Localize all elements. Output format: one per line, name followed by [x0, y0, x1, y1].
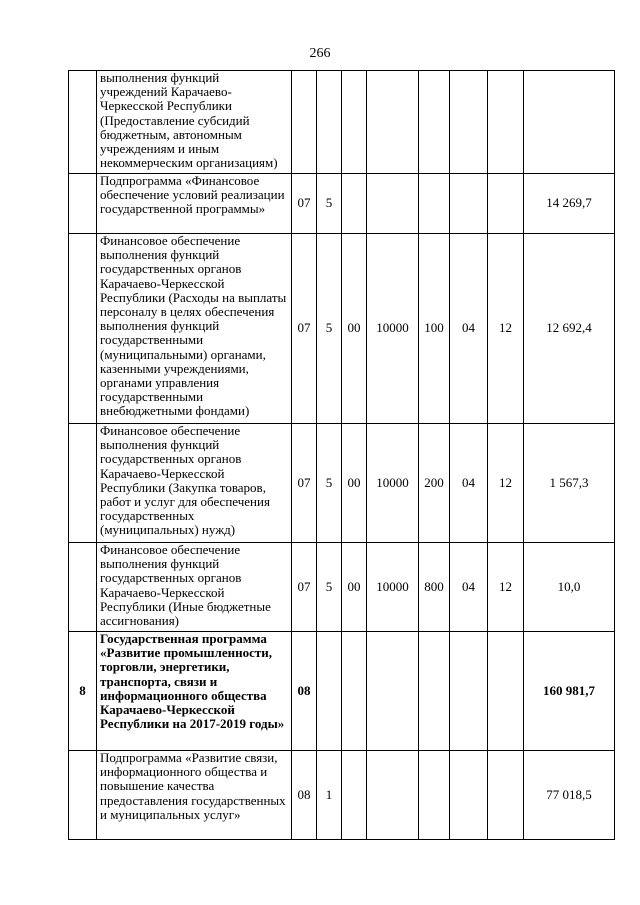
code-cell: 07 — [292, 234, 317, 424]
code-cell — [367, 71, 419, 174]
code-cell — [419, 71, 450, 174]
code-cell: 10000 — [367, 424, 419, 543]
code-cell — [342, 174, 367, 234]
code-cell — [367, 632, 419, 751]
amount-cell — [524, 71, 615, 174]
table-row — [69, 174, 615, 234]
code-cell — [450, 751, 488, 840]
row-name: Подпрограмма «Развитие связи, информационного общества и повышение качества предоставления государственных и муниципальных услуг» — [97, 751, 292, 840]
row-name: выполнения функций учреждений Карачаево-Черкесской Республики (Предоставление субсидий бюджетным, автономным учреждениям и иным некоммерческим организациям) — [97, 71, 292, 174]
code-cell — [450, 632, 488, 751]
code-cell — [317, 632, 342, 751]
code-cell — [450, 174, 488, 234]
row-number — [69, 174, 97, 234]
budget-table — [68, 70, 615, 840]
code-cell: 04 — [450, 424, 488, 543]
code-cell: 00 — [342, 543, 367, 632]
code-cell — [419, 174, 450, 234]
code-cell: 04 — [450, 543, 488, 632]
code-cell — [342, 751, 367, 840]
code-cell — [450, 71, 488, 174]
code-cell: 200 — [419, 424, 450, 543]
table-row — [69, 632, 615, 751]
table-row — [69, 543, 615, 632]
code-cell: 10000 — [367, 543, 419, 632]
row-number — [69, 543, 97, 632]
code-cell — [419, 751, 450, 840]
code-cell — [317, 71, 342, 174]
row-name: Финансовое обеспечение выполнения функций государственных органов Карачаево-Черкесской Республики (Иные бюджетные ассигнования) — [97, 543, 292, 632]
table-row — [69, 751, 615, 840]
code-cell: 07 — [292, 174, 317, 234]
amount-cell: 14 269,7 — [524, 174, 615, 234]
code-cell — [292, 71, 317, 174]
code-cell: 12 — [488, 424, 524, 543]
code-cell — [488, 632, 524, 751]
code-cell: 08 — [292, 751, 317, 840]
code-cell — [342, 632, 367, 751]
code-cell: 07 — [292, 424, 317, 543]
page-number: 266 — [309, 46, 331, 61]
code-cell: 00 — [342, 234, 367, 424]
table-row — [69, 71, 615, 174]
amount-cell: 12 692,4 — [524, 234, 615, 424]
amount-cell: 160 981,7 — [524, 632, 615, 751]
table-row — [69, 234, 615, 424]
code-cell — [488, 174, 524, 234]
code-cell: 800 — [419, 543, 450, 632]
row-name: Государственная программа «Развитие промышленности, торговли, энергетики, транспорта, связи и информационного общества Карачаево-Черкесской Республики на 2017-2019 годы» — [97, 632, 292, 751]
table-row — [69, 424, 615, 543]
row-number — [69, 71, 97, 174]
code-cell — [419, 632, 450, 751]
code-cell: 10000 — [367, 234, 419, 424]
row-name: Финансовое обеспечение выполнения функций государственных органов Карачаево-Черкесской Республики (Закупка товаров, работ и услуг для обеспечения государственных (муниципальных) нужд) — [97, 424, 292, 543]
code-cell: 04 — [450, 234, 488, 424]
code-cell — [367, 751, 419, 840]
amount-cell: 77 018,5 — [524, 751, 615, 840]
code-cell: 08 — [292, 632, 317, 751]
code-cell: 100 — [419, 234, 450, 424]
row-name: Подпрограмма «Финансовое обеспечение условий реализации государственной программы» — [97, 174, 292, 234]
row-number: 8 — [69, 632, 97, 751]
row-number — [69, 424, 97, 543]
code-cell — [367, 174, 419, 234]
row-name: Финансовое обеспечение выполнения функций государственных органов Карачаево-Черкесской Республики (Расходы на выплаты персоналу в целях обеспечения выполнения функций государственными (муниципальными) органами, казенными учреждениями, органами управления государственными внебюджетными фондами) — [97, 234, 292, 424]
row-number — [69, 751, 97, 840]
code-cell: 1 — [317, 751, 342, 840]
code-cell: 5 — [317, 174, 342, 234]
code-cell: 5 — [317, 234, 342, 424]
code-cell — [342, 71, 367, 174]
code-cell: 12 — [488, 543, 524, 632]
code-cell — [488, 751, 524, 840]
row-number — [69, 234, 97, 424]
code-cell: 07 — [292, 543, 317, 632]
amount-cell: 1 567,3 — [524, 424, 615, 543]
code-cell: 00 — [342, 424, 367, 543]
amount-cell: 10,0 — [524, 543, 615, 632]
code-cell — [488, 71, 524, 174]
code-cell: 5 — [317, 543, 342, 632]
code-cell: 12 — [488, 234, 524, 424]
code-cell: 5 — [317, 424, 342, 543]
